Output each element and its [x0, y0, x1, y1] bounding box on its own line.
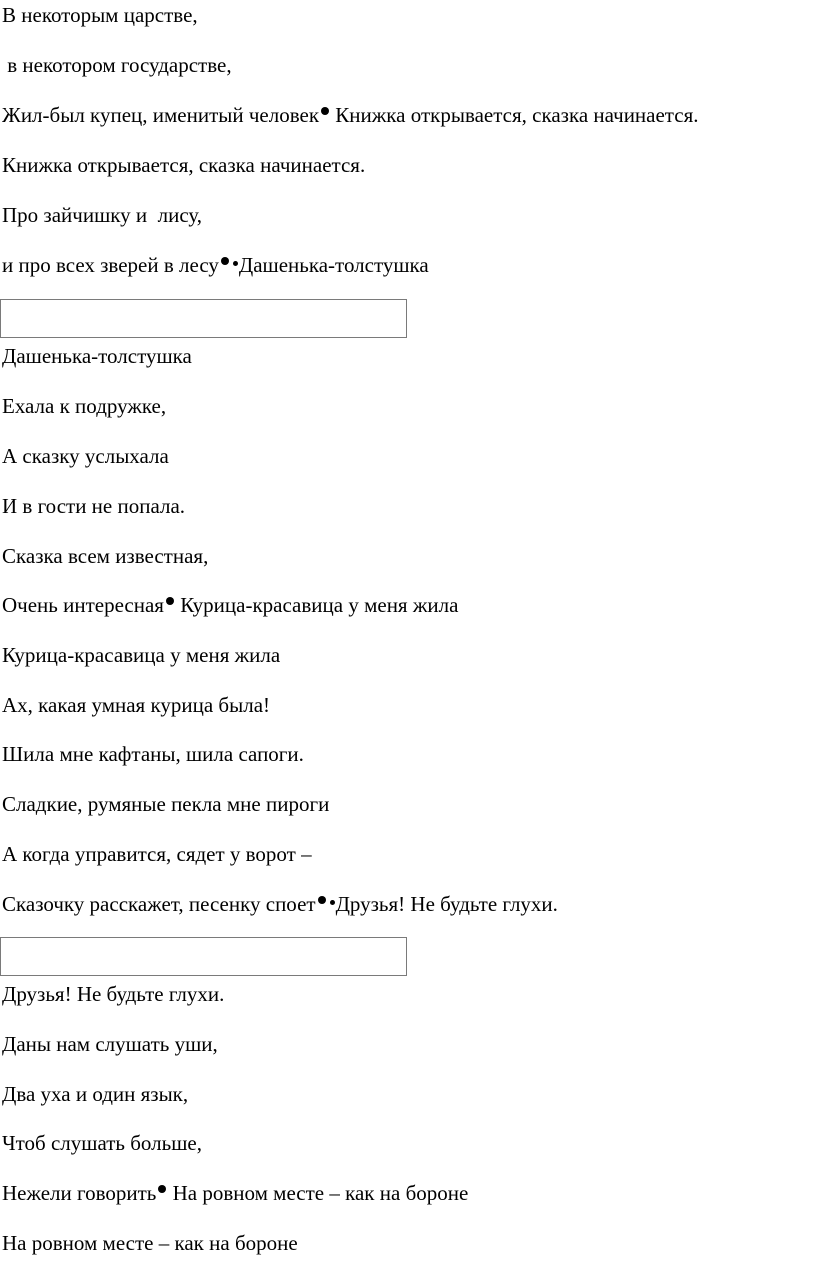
bullet-icon [318, 896, 326, 904]
empty-text-box [0, 299, 407, 338]
text-line: и про всех зверей в лесу Дашенька-толстушка [2, 253, 429, 277]
text-line: Дашенька-толстушка [2, 344, 192, 368]
bullet-icon [233, 261, 238, 266]
text-line: В некоторым царстве, [2, 3, 198, 27]
bullet-icon [321, 107, 329, 115]
text-line: Друзья! Не будьте глухи. [2, 982, 225, 1006]
text-line: Сладкие, румяные пекла мне пироги [2, 792, 330, 816]
bullet-icon [221, 257, 229, 265]
bullet-icon [166, 597, 174, 605]
text-line: Нежели говорить На ровном месте – как на бороне [2, 1181, 469, 1205]
text-line: Очень интересная Курица-красавица у меня жила [2, 593, 459, 617]
text-line: Сказка всем известная, [2, 544, 209, 568]
text-line: Курица-красавица у меня жила [2, 643, 281, 667]
text-line: Сказочку расскажет, песенку споет Друзья! Не будьте глухи. [2, 892, 558, 916]
bullet-icon [158, 1185, 166, 1193]
text-line: На ровном месте – как на бороне [2, 1231, 298, 1255]
text-line: Про зайчишку и лису, [2, 203, 203, 227]
text-line: Шила мне кафтаны, шила сапоги. [2, 742, 304, 766]
text-line: А сказку услыхала [2, 444, 169, 468]
text-line: Ах, какая умная курица была! [2, 693, 271, 717]
text-line: в некотором государстве, [2, 53, 232, 77]
text-line: А когда управится, сядет у ворот – [2, 842, 312, 866]
text-line: Даны нам слушать уши, [2, 1032, 218, 1056]
text-line: Чтоб слушать больше, [2, 1131, 202, 1155]
text-line: Жил-был купец, именитый человек Книжка открывается, сказка начинается. [2, 103, 699, 127]
bullet-icon [330, 900, 335, 905]
text-line: Два уха и один язык, [2, 1082, 189, 1106]
text-line: Ехала к подружке, [2, 394, 167, 418]
text-line: Книжка открывается, сказка начинается. [2, 153, 366, 177]
text-line: И в гости не попала. [2, 494, 186, 518]
empty-text-box [0, 937, 407, 976]
